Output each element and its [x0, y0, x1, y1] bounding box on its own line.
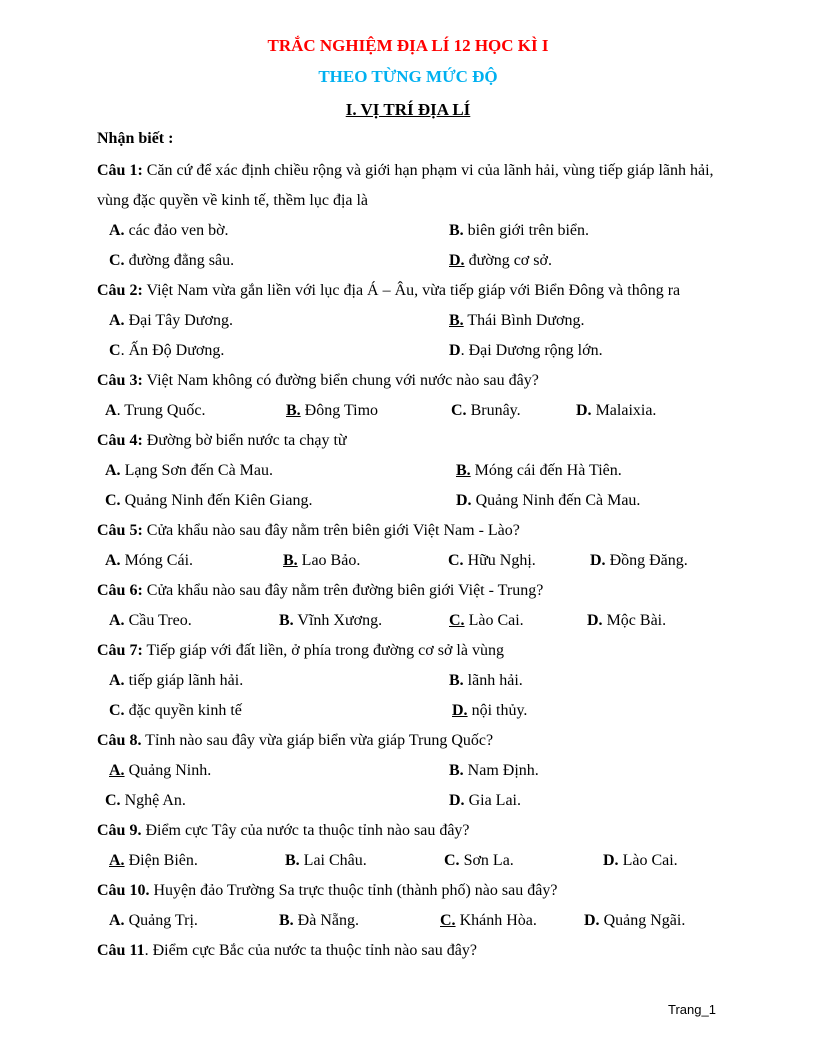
option-a: A. Cầu Treo.	[109, 612, 192, 629]
option-a: A. Trung Quốc.	[105, 402, 206, 419]
option-c: C. đường đẳng sâu.	[109, 252, 235, 269]
option-d: D. Lào Cai.	[603, 852, 678, 869]
question-list	[97, 156, 737, 966]
option-b: B. Lai Châu.	[285, 852, 367, 869]
question-8	[97, 726, 737, 756]
option-a: A. Điện Biên.	[109, 852, 198, 869]
question-number: Câu 9.	[97, 822, 142, 839]
question-text: Tiếp giáp với đất liền, ở phía trong đường cơ sở là vùng	[146, 642, 504, 659]
option-a: A. Quảng Trị.	[109, 912, 198, 929]
page-title: TRẮC NGHIỆM ĐỊA LÍ 12 HỌC KÌ I	[267, 36, 549, 55]
question-number: Câu 5:	[97, 522, 143, 539]
question-text: Việt Nam vừa gắn liền với lục địa Á – Âu, vừa tiếp giáp với Biển Đông và thông ra	[146, 282, 681, 299]
question-4	[97, 426, 737, 456]
question-text: Điểm cực Tây của nước ta thuộc tỉnh nào sau đây?	[145, 822, 470, 839]
option-c: C. đặc quyền kinh tế	[109, 702, 242, 719]
options-row	[97, 846, 737, 876]
question-number: Câu 11	[97, 942, 145, 959]
option-c: C. Sơn La.	[444, 852, 514, 869]
question-2	[97, 276, 737, 306]
options-row	[97, 606, 737, 636]
option-b: B. Nam Định.	[449, 762, 539, 779]
option-d: D. nội thủy.	[452, 702, 528, 719]
option-c: C. Brunây.	[451, 402, 521, 419]
question-1	[97, 156, 737, 216]
option-a: A. Móng Cái.	[105, 552, 194, 569]
question-number: Câu 3:	[97, 372, 143, 389]
question-9	[97, 816, 737, 846]
option-b: B. lãnh hải.	[449, 672, 523, 689]
option-c: C. Quảng Ninh đến Kiên Giang.	[105, 492, 313, 509]
options-row	[97, 246, 737, 276]
question-number: Câu 6:	[97, 582, 143, 599]
question-number: Câu 8.	[97, 732, 142, 749]
option-c: C. Nghệ An.	[105, 792, 186, 809]
option-d: D. Đồng Đăng.	[590, 552, 688, 569]
options-row	[97, 756, 737, 786]
option-d: D. Quảng Ngãi.	[584, 912, 686, 929]
options-row	[97, 456, 737, 486]
question-6	[97, 576, 737, 606]
options-row	[97, 336, 737, 366]
section-heading: I. VỊ TRÍ ĐỊA LÍ	[345, 100, 471, 119]
option-b: B. Thái Bình Dương.	[449, 312, 585, 329]
question-text: Cửa khẩu nào sau đây nằm trên biên giới Việt Nam - Lào?	[146, 522, 520, 539]
question-text: Huyện đảo Trường Sa trực thuộc tỉnh (thành phố) nào sau đây?	[153, 882, 558, 899]
question-text: Đường bờ biển nước ta chạy từ	[146, 432, 347, 449]
options-row	[97, 486, 737, 516]
question-number: Câu 10.	[97, 882, 150, 899]
option-b: B. Đà Nẵng.	[279, 912, 359, 929]
question-text: Tỉnh nào sau đây vừa giáp biển vừa giáp Trung Quốc?	[145, 732, 494, 749]
option-c: C. Ấn Độ Dương.	[109, 342, 225, 359]
question-10	[97, 876, 737, 906]
question-number: Câu 2:	[97, 282, 143, 299]
option-d: D. Đại Dương rộng lớn.	[449, 342, 603, 359]
options-row	[97, 216, 737, 246]
question-7	[97, 636, 737, 666]
question-11	[97, 936, 737, 966]
options-row	[97, 696, 737, 726]
option-a: A. Đại Tây Dương.	[109, 312, 233, 329]
options-row	[97, 666, 737, 696]
option-b: B. Lao Bảo.	[283, 552, 361, 569]
option-b: B. Vĩnh Xương.	[279, 612, 383, 629]
option-a: A. Lạng Sơn đến Cà Mau.	[105, 462, 273, 479]
question-number: Câu 4:	[97, 432, 143, 449]
option-b: B. biên giới trên biển.	[449, 222, 589, 239]
options-row	[97, 546, 737, 576]
option-d: D. Mộc Bài.	[587, 612, 667, 629]
options-row	[97, 306, 737, 336]
question-5	[97, 516, 737, 546]
options-row	[97, 786, 737, 816]
options-row	[97, 396, 737, 426]
question-text: Căn cứ để xác định chiều rộng và giới hạn phạm vi của lãnh hải, vùng tiếp giáp lãnh hải, vùng đặc quyền về kinh tế, thềm lục địa là	[97, 162, 714, 209]
option-c: C. Khánh Hòa.	[440, 912, 537, 929]
option-a: A. các đảo ven bờ.	[109, 222, 229, 239]
option-d: D. Malaixia.	[576, 402, 657, 419]
page-subtitle: THEO TỪNG MỨC ĐỘ	[318, 67, 498, 86]
option-b: B. Móng cái đến Hà Tiên.	[456, 462, 622, 479]
question-number: Câu 1:	[97, 162, 143, 179]
option-c: C. Hữu Nghị.	[448, 552, 536, 569]
option-d: D. Quảng Ninh đến Cà Mau.	[456, 492, 641, 509]
options-row	[97, 906, 737, 936]
level-heading: Nhận biết :	[97, 130, 174, 147]
question-text: Việt Nam không có đường biển chung với nước nào sau đây?	[146, 372, 539, 389]
option-d: D. Gia Lai.	[449, 792, 521, 809]
option-c: C. Lào Cai.	[449, 612, 524, 629]
question-text: Cửa khẩu nào sau đây nằm trên đường biên giới Việt - Trung?	[146, 582, 544, 599]
question-3	[97, 366, 737, 396]
option-b: B. Đông Timo	[286, 402, 379, 419]
question-number: Câu 7:	[97, 642, 143, 659]
question-text: . Điểm cực Bắc của nước ta thuộc tỉnh nào sau đây?	[144, 942, 477, 959]
option-d: D. đường cơ sở.	[449, 252, 552, 269]
page-number: Trang_1	[668, 1002, 716, 1017]
option-a: A. tiếp giáp lãnh hải.	[109, 672, 244, 689]
option-a: A. Quảng Ninh.	[109, 762, 212, 779]
